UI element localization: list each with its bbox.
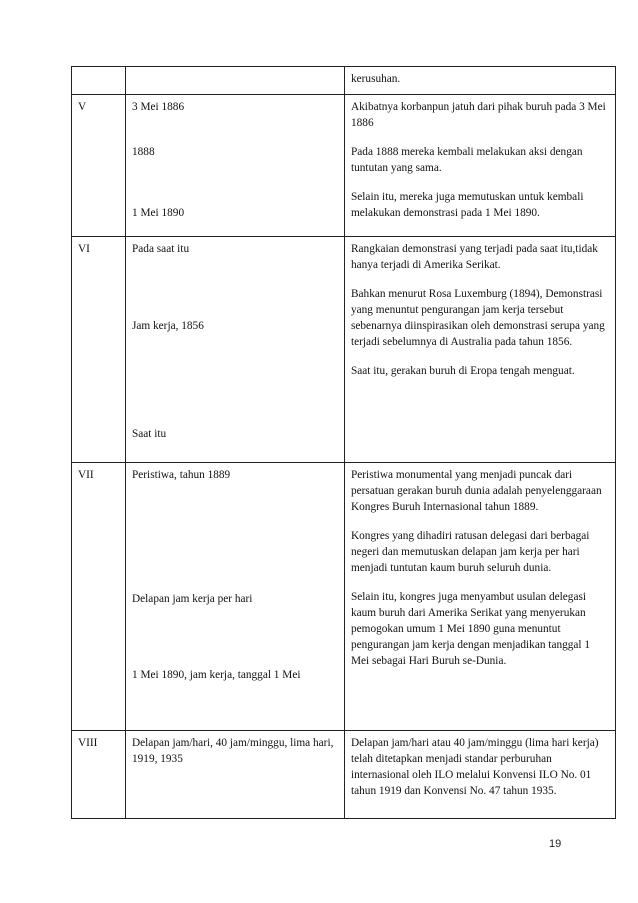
- row-number-cell: VII: [72, 463, 126, 731]
- page-number: 19: [549, 838, 562, 850]
- description-paragraph: Selain itu, mereka juga memutuskan untuk kembali melakukan demonstrasi pada 1 Mei 1890.: [351, 191, 584, 219]
- description-paragraph: Delapan jam/hari atau 40 jam/minggu (lima hari kerja) telah ditetapkan menjadi standar perburuhan internasional oleh ILO melalui Konvensi ILO No. 01 tahun 1919 dan Konvensi No. 47 tahun 1935.: [351, 737, 599, 797]
- row-number-cell: V: [72, 95, 126, 237]
- event-cell: [126, 731, 345, 819]
- description-paragraph: Selain itu, kongres juga menyambut usulan delegasi kaum buruh dari Amerika Serikat yang menyerukan pemogokan umum 1 Mei 1890 guna menuntut pengurangan jam kerja dengan menjadikan tanggal 1 Mei sebagai Hari Buruh se-Dunia.: [351, 591, 591, 667]
- row-number-cell: VI: [72, 237, 126, 463]
- event-label: Peristiwa, tahun 1889: [132, 469, 231, 481]
- event-cell: [126, 237, 345, 463]
- event-label: 1 Mei 1890: [132, 207, 185, 219]
- description-paragraph: kerusuhan.: [351, 73, 401, 85]
- event-label: Jam kerja, 1856: [132, 320, 204, 332]
- description-paragraph: Bahkan menurut Rosa Luxemburg (1894), Demonstrasi yang menuntut pengurangan jam kerja tersebut sebenarnya diinspirasikan oleh demonstrasi serupa yang terjadi sebelumnya di Australia pada tahun 1856.: [351, 288, 605, 348]
- event-label: Delapan jam/hari, 40 jam/minggu, lima hari, 1919, 1935: [132, 737, 334, 765]
- row-number-cell: [72, 67, 126, 95]
- event-label: 1888: [132, 146, 155, 158]
- description-cell: [345, 95, 616, 237]
- description-cell: [345, 731, 616, 819]
- event-label: Pada saat itu: [132, 243, 190, 255]
- event-label: Delapan jam kerja per hari: [132, 593, 253, 605]
- description-cell: [345, 237, 616, 463]
- description-paragraph: Akibatnya korbanpun jatuh dari pihak buruh pada 3 Mei 1886: [351, 101, 606, 129]
- description-paragraph: Rangkaian demonstrasi yang terjadi pada saat itu,tidak hanya terjadi di Amerika Serikat.: [351, 243, 598, 271]
- event-cell: [126, 95, 345, 237]
- event-label: Saat itu: [132, 428, 167, 440]
- description-paragraph: Kongres yang dihadiri ratusan delegasi dari berbagai negeri dan memutuskan delapan jam kerja per hari menjadi tuntutan kaum buruh seluruh dunia.: [351, 530, 590, 574]
- event-label: 1 Mei 1890, jam kerja, tanggal 1 Mei: [132, 669, 301, 681]
- description-paragraph: Peristiwa monumental yang menjadi puncak dari persatuan gerakan buruh dunia adalah penyelenggaraan Kongres Buruh Internasional tahun 1889.: [351, 469, 602, 513]
- table-row: [72, 67, 616, 95]
- history-table: [71, 66, 616, 819]
- description-paragraph: Saat itu, gerakan buruh di Eropa tengah menguat.: [351, 365, 575, 377]
- description-paragraph: Pada 1888 mereka kembali melakukan aksi dengan tuntutan yang sama.: [351, 146, 583, 174]
- event-cell: [126, 67, 345, 95]
- table-row: [72, 463, 616, 731]
- row-number-cell: VIII: [72, 731, 126, 819]
- description-cell: [345, 67, 616, 95]
- event-label: 3 Mei 1886: [132, 101, 185, 113]
- event-cell: [126, 463, 345, 731]
- description-cell: [345, 463, 616, 731]
- table-row: [72, 95, 616, 237]
- table-row: [72, 237, 616, 463]
- table-row: [72, 731, 616, 819]
